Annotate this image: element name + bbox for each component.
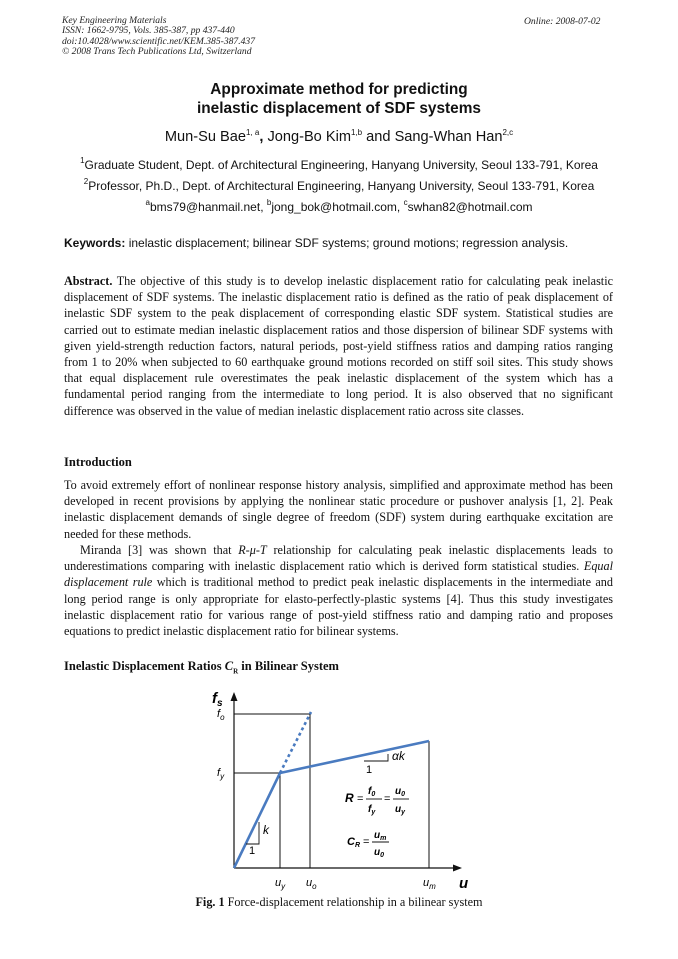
author-separator: and xyxy=(362,129,395,145)
introduction-heading: Introduction xyxy=(64,455,132,469)
title-line-2: inelastic displacement of SDF systems xyxy=(197,100,481,117)
author-name: Sang-Whan Han xyxy=(394,129,503,145)
equation-R xyxy=(345,786,409,816)
author-separator: , xyxy=(259,129,264,145)
eq-um-numerator: $u_m$ xyxy=(374,830,387,842)
label-one-k: 1 xyxy=(249,845,256,857)
journal-issn: ISSN: 1662-9795, Vols. 385-387, pp 437-440 xyxy=(62,25,235,37)
axis-label-fs: $f_s$ xyxy=(212,690,223,709)
intro-text: which is traditional method to predict peak inelastic displacements in the intermediate and long period range is only appropriate for elasto-perfectly-plastic systems [4]. Thus this study investigates inelastic displacement ratio for various range of post-yield stiffness ratio and damping ratio and proposes equations to predict inelastic displacement ratio for bilinear systems. xyxy=(64,575,613,639)
eq-u0-denominator: $u_0$ xyxy=(374,847,385,859)
y-axis-arrow xyxy=(231,692,238,701)
email-address: bms79@hanmail.net xyxy=(149,200,261,214)
eq-equals: = xyxy=(363,836,370,848)
eq-R-symbol: R xyxy=(345,791,354,805)
abstract xyxy=(64,273,613,419)
keywords-label: Keywords: xyxy=(64,236,126,250)
eq-uy-denominator: $u_y$ xyxy=(395,804,406,816)
author-list xyxy=(0,129,678,145)
intro-text: relationship for calculating peak inelastic displacements leads to underestimations comparing with inelastic displacement ratio which is derived form statistical studies. xyxy=(64,543,613,574)
paper-title xyxy=(0,80,678,118)
heading-text: in Bilinear System xyxy=(238,659,339,673)
label-um: $u_m$ xyxy=(423,877,436,891)
email-address: swhan82@hotmail.com xyxy=(407,200,533,214)
label-k: k xyxy=(263,823,269,837)
title-line-1: Approximate method for predicting xyxy=(210,81,468,98)
affiliation-sup: 2 xyxy=(83,177,89,186)
author-sup: 1,b xyxy=(350,128,363,137)
equation-CR xyxy=(347,830,389,859)
eq-fy-denominator: $f_y$ xyxy=(368,804,376,816)
affiliation-1 xyxy=(0,158,678,172)
eq-u0-numerator: $u_0$ xyxy=(395,786,406,798)
author-name: Mun-Su Bae xyxy=(164,129,246,145)
email-sup: b xyxy=(266,198,272,207)
abstract-text: The objective of this study is to develop inelastic displacement ratio for calculating peak inelastic displacement of SDF systems. The inelastic displacement ratio is defined as the ratio of peak displacement of inelastic SDF system to the peak displacement of corresponding elastic SDF system. Statistical studies are carried out to estimate median inelastic displacement ratios and those dispersion of bilinear SDF systems with given yield-strength reduction factors, natural periods, post-yield stiffness ratios and damping ratios ranging from 1 to 20% when subjected to 60 earthquake ground motions recorded on stiff soil sites. This study shows that equal displacement rule overestimates the peak inelastic displacement of the system which has a fundamental period ranging from the intermediate to long period. It is also observed that no significant difference was observed in the value of median inelastic displacement ratio across site classes. xyxy=(64,274,613,418)
force-displacement-figure xyxy=(200,682,480,894)
email-sup: c xyxy=(403,198,408,207)
email-sup: a xyxy=(145,198,150,207)
keywords xyxy=(64,236,624,250)
eq-equals: = xyxy=(357,793,364,805)
author-emails: $^a$bms79@hanmail.net, $^b$jong_bok@hotmail.com, $^c$swhan82@hotmail.com xyxy=(145,198,533,214)
journal-copyright: © 2008 Trans Tech Publications Ltd, Switzerland xyxy=(62,46,252,58)
affiliation-text: Professor, Ph.D., Dept. of Architectural Engineering, Hanyang University, Seoul 133-791, Korea xyxy=(88,179,595,193)
heading-text: Inelastic Displacement Ratios xyxy=(64,659,225,673)
label-alpha-k: αk xyxy=(392,749,405,763)
caption-text: Force-displacement relationship in a bilinear system xyxy=(224,895,483,909)
label-u0: $u_o$ xyxy=(306,877,317,891)
affiliation-text: Graduate Student, Dept. of Architectural Engineering, Hanyang University, Seoul 133-791, Korea xyxy=(84,158,598,172)
eq-f0-numerator: $f_0$ xyxy=(368,786,376,798)
heading-symbol: C xyxy=(224,659,234,673)
section-heading-bilinear xyxy=(64,659,339,676)
journal-name: Key Engineering Materials xyxy=(62,15,167,26)
figure-caption xyxy=(0,895,678,910)
journal-header xyxy=(62,16,255,58)
online-date: Online: 2008-07-02 xyxy=(524,16,601,27)
eq-CR-symbol: CR xyxy=(347,836,361,849)
elastic-branch xyxy=(234,773,280,868)
label-f0: $f_o$ xyxy=(217,708,225,722)
affiliation-2 xyxy=(0,179,678,193)
journal-doi: doi:10.4028/www.scientific.net/KEM.385-387.437 xyxy=(62,35,256,47)
elastic-extension-dashed xyxy=(280,712,311,773)
r-mu-t-term: R-μ-T xyxy=(238,543,267,557)
intro-text: Miranda [3] was shown that xyxy=(80,543,239,557)
post-yield-branch xyxy=(280,741,429,773)
author-sup: 1, a xyxy=(245,128,260,137)
abstract-label: Abstract. xyxy=(64,274,113,288)
eq-equals: = xyxy=(384,793,391,805)
label-fy: $f_y$ xyxy=(217,767,225,781)
author-sup: 2,c xyxy=(502,128,514,137)
affiliation-sup: 1 xyxy=(80,156,85,165)
author-name: Jong-Bo Kim xyxy=(267,129,351,145)
email-address: jong_bok@hotmail.com xyxy=(271,200,397,214)
heading-symbol-sub: R xyxy=(233,667,239,676)
keywords-text: inelastic displacement; bilinear SDF systems; ground motions; regression analysis. xyxy=(125,236,569,250)
axis-label-u: u xyxy=(459,875,469,892)
intro-paragraph-2 xyxy=(64,542,613,639)
label-uy: $u_y$ xyxy=(275,877,286,891)
intro-paragraph-1: To avoid extremely effort of nonlinear response history analysis, simplified and approximate method has been developed in recent provisions by applying the nonlinear static procedure or pushover analysis [1, 2]. Peak inelastic displacement demands of single degree of freedom (SDF) system during earthquake excitation are needed for these methods. xyxy=(64,478,613,541)
caption-label: Fig. 1 xyxy=(195,895,225,909)
equal-displacement-rule-term: Equal displacement rule xyxy=(64,559,613,590)
x-axis-arrow xyxy=(453,865,462,872)
label-one-alpha-k: 1 xyxy=(366,764,373,776)
